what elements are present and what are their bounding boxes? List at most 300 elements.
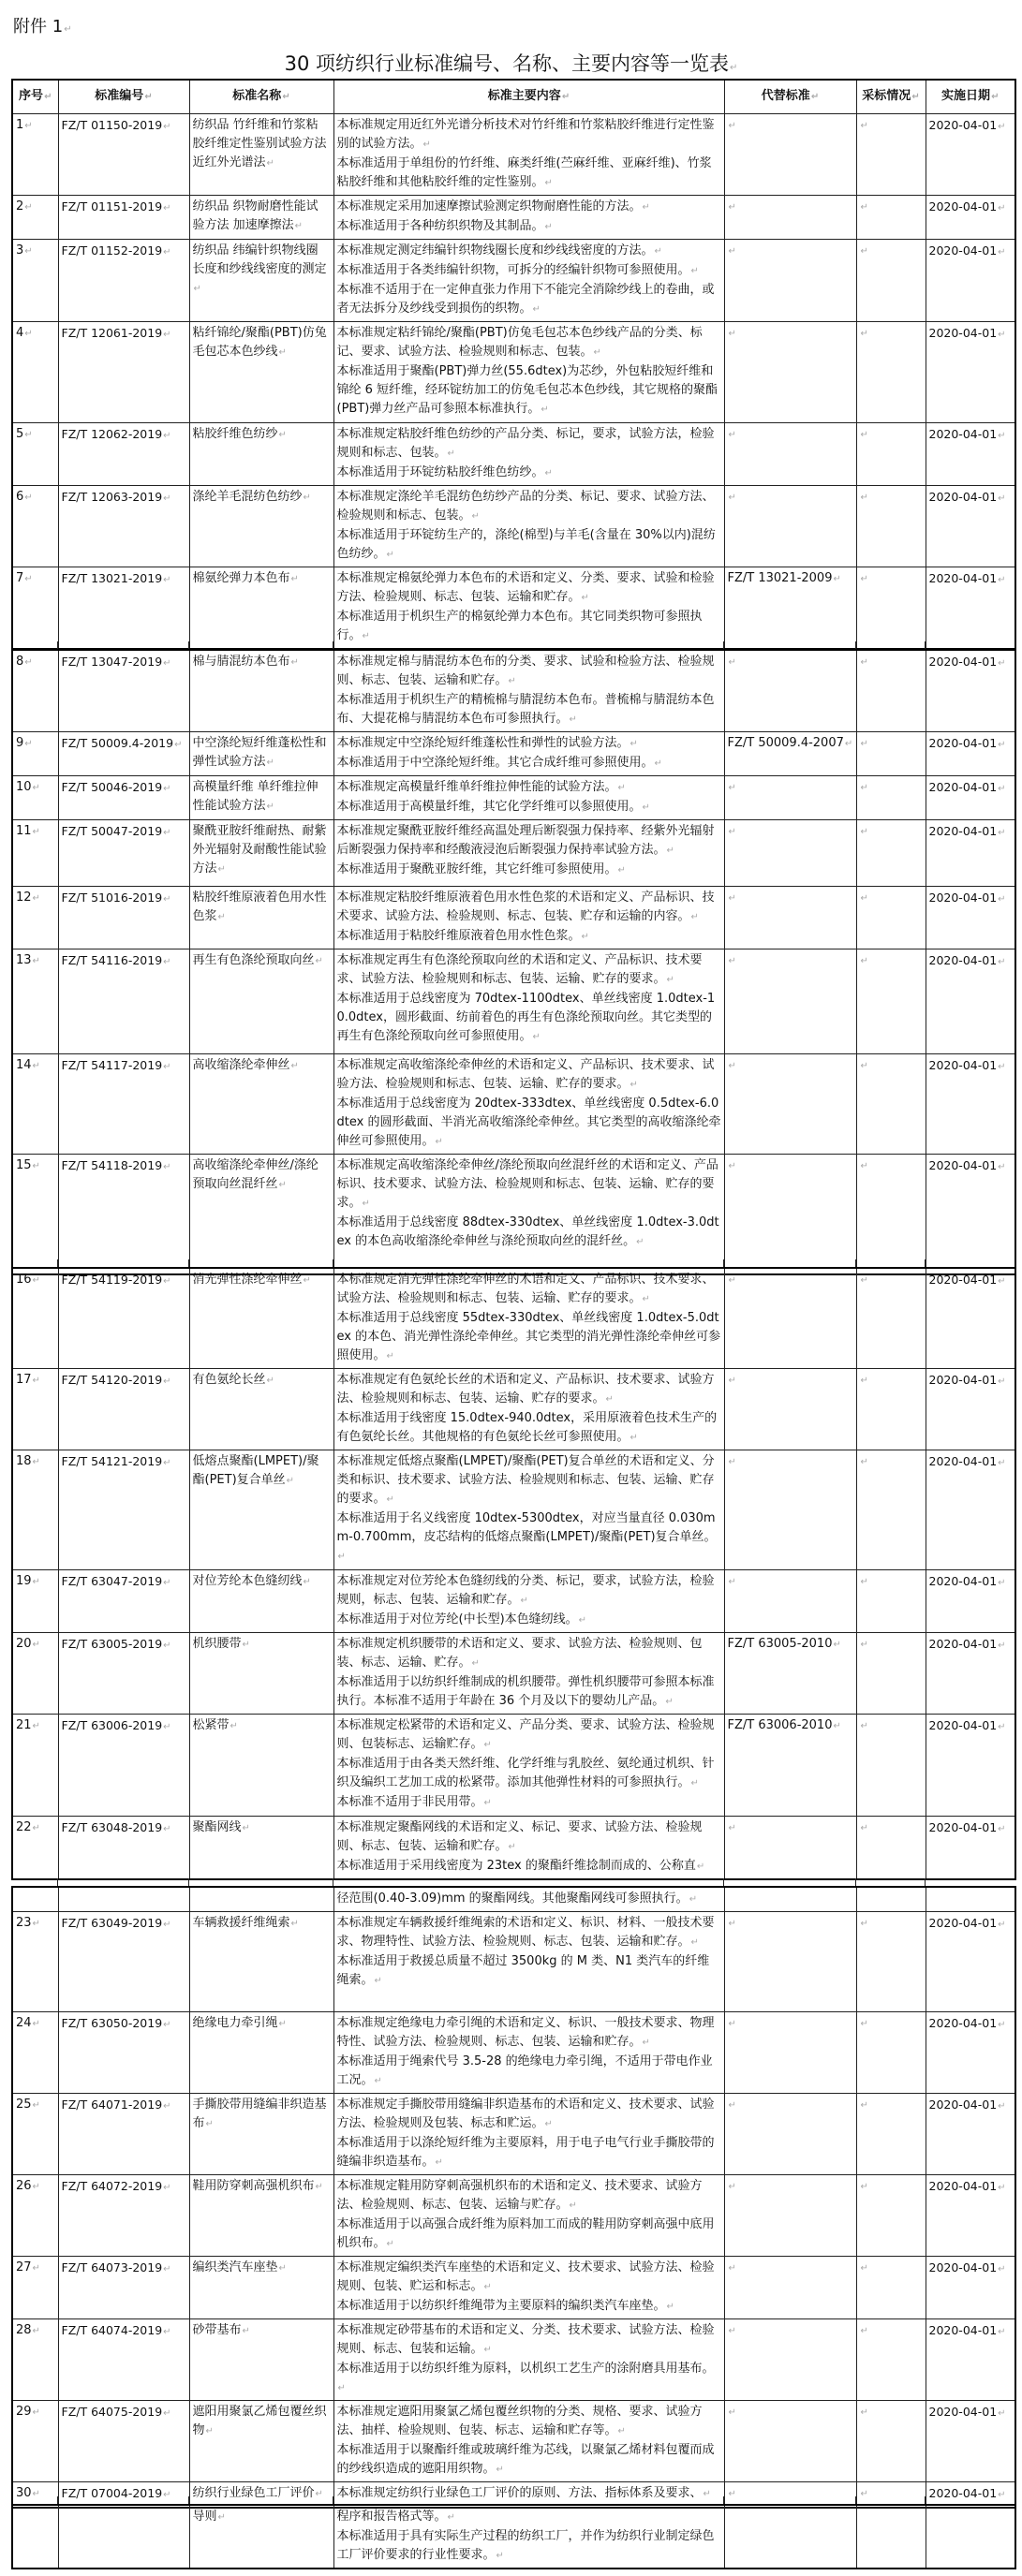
cell-date (926, 1268, 1015, 1369)
standard-name: 粘胶纤维原液着色用水性色浆 ↵ (193, 891, 327, 923)
cell-content (333, 1715, 724, 1817)
cell-name (189, 1054, 333, 1155)
cell-no (12, 1369, 58, 1450)
row-number: 5 ↵ (16, 427, 33, 441)
content-paragraph: 本标准规定涤纶羊毛混纺色纺纱产品的分类、标记、要求、试验方法、检验规则和标志、包装。 ↵ (337, 488, 721, 526)
cell-date (926, 1155, 1015, 1274)
column-stub (855, 641, 856, 649)
cell-replaces (724, 2505, 856, 2569)
row-number: 2 ↵ (16, 199, 33, 213)
cell-name (189, 2257, 333, 2319)
column-stub (57, 2496, 58, 2504)
table-row (12, 2094, 1015, 2175)
cell-date (926, 321, 1015, 422)
content-paragraph: 本标准规定再生有色涤纶预取向丝的术语和定义、产品标识、技术要求、试验方法、检验规则和标志、包装、运输、贮存的要求。 ↵ (337, 951, 721, 990)
cell-date (926, 650, 1015, 732)
column-stub (723, 2496, 724, 2504)
content-paragraph: 本标准适用于名义线密度 10dtex-5300dtex，对应当量直径 0.030mm-0.700mm，皮芯结构的低熔点聚酯(LMPET)/聚酯(PET)复合单丝。 ↵ (337, 1509, 721, 1567)
standard-name: 鞋用防穿刺高强机织布 ↵ (193, 2179, 323, 2193)
cell-name (189, 2505, 333, 2569)
cell-date (926, 1369, 1015, 1450)
replaces-value: FZ/T 50009.4-2007 ↵ (728, 736, 853, 750)
content-paragraph: 本标准适用于对位芳纶(中长型)本色缝纫线。 ↵ (337, 1611, 721, 1630)
table-row (12, 2401, 1015, 2482)
cell-no (12, 820, 58, 887)
cell-name (189, 1715, 333, 1817)
cell-adoption (856, 1054, 926, 1155)
standard-code: FZ/T 12061-2019 ↵ (62, 326, 171, 340)
table-page-segment (11, 1886, 1016, 2509)
cell-adoption (856, 1633, 926, 1715)
cell-name (189, 2012, 333, 2094)
implementation-date: 2020-04-01 ↵ (929, 1916, 1006, 1930)
table-row (12, 1369, 1015, 1450)
standard-code: FZ/T 50046-2019 ↵ (62, 780, 171, 794)
content-paragraph: 本标准规定编织类汽车座垫的术语和定义、技术要求、试验方法、检验规则、包装、贮运和标志。 ↵ (337, 2259, 721, 2297)
content-paragraph: 本标准适用于高模量纤维，其它化学纤维可以参照使用。 ↵ (337, 798, 721, 817)
adoption-value (860, 1373, 868, 1387)
cell-no (12, 321, 58, 422)
standard-code: FZ/T 63049-2019 ↵ (62, 1916, 171, 1930)
implementation-date: 2020-04-01 ↵ (929, 2405, 1006, 2419)
content-paragraph: 本标准规定有色氨纶长丝的术语和定义、产品标识、技术要求、试验方法、检验规则和标志、包装、运输、贮存的要求。 ↵ (337, 1371, 721, 1409)
standard-code: FZ/T 07004-2019 ↵ (62, 2486, 171, 2500)
attachment-label: 附件 1 ↵ (13, 13, 72, 37)
standard-name: 粘胶纤维色纺纱 ↵ (193, 427, 287, 441)
cell-no (12, 422, 58, 485)
column-stub (57, 1259, 58, 1267)
adoption-value (860, 490, 868, 504)
content-paragraph: 本标准适用于总线密度 88dtex-330dtex、单丝线密度 1.0dtex-3.0dtex 的本色高收缩涤纶牵伸丝与涤纶预取向丝的混纤丝。 ↵ (337, 1214, 721, 1252)
standard-name: 车辆救援纤维绳索 ↵ (193, 1916, 299, 1930)
content-paragraph: 本标准规定粘纤锦纶/聚酯(PBT)仿兔毛包芯本色纱线产品的分类、标记、要求、试验方法、检验规则和标志、包装。 ↵ (337, 324, 721, 362)
standard-name-continuation: 导则 ↵ (193, 2510, 226, 2524)
cell-code (58, 1054, 189, 1155)
replaces-value (728, 953, 736, 967)
content-paragraph: 本标准适用于以纺织纤维制成的机织腰带。弹性机织腰带可参照本标准执行。本标准不适用于年龄在 36 个月及以下的婴幼儿产品。 ↵ (337, 1673, 721, 1712)
cell-replaces (724, 887, 856, 949)
cell-code (58, 1450, 189, 1570)
cell-name (189, 113, 333, 195)
table-row (12, 732, 1015, 776)
implementation-date: 2020-04-01 ↵ (929, 2179, 1006, 2193)
cell-replaces (724, 1369, 856, 1450)
content-paragraph: 本标准规定棉氨纶弹力本色布的术语和定义、分类、要求、试验和检验方法、检验规则、标志、包装、运输和贮存。 ↵ (337, 569, 721, 608)
cell-content (333, 1054, 724, 1155)
cell-code (58, 113, 189, 195)
content-paragraph: 本标准适用于由各类天然纤维、化学纤维与乳胶丝、氨纶通过机织、针织及编织工艺加工成的松紧带。添加其他弹性材料的可参照执行。 ↵ (337, 1755, 721, 1793)
standard-code: FZ/T 64071-2019 ↵ (62, 2098, 171, 2112)
implementation-date: 2020-04-01 ↵ (929, 780, 1006, 794)
standard-name: 对位芳纶本色缝纫线 ↵ (193, 1574, 311, 1588)
cell-adoption (856, 2319, 926, 2401)
content-paragraph: 本标准规定对位芳纶本色缝纫线的分类、标记，要求，试验方法，检验规则，标志、包装、运输和贮存。 ↵ (337, 1572, 721, 1611)
implementation-date: 2020-04-01 ↵ (929, 199, 1006, 213)
adoption-value (860, 1637, 868, 1651)
adoption-value (860, 1273, 868, 1287)
cell-replaces (724, 195, 856, 239)
content-paragraph: 本标准适用于各种纺织织物及其制品。 ↵ (337, 217, 721, 237)
content-paragraph: 本标准适用于环锭纺粘胶纤维色纺纱。 ↵ (337, 464, 721, 483)
cell-date (926, 820, 1015, 887)
cell-name (189, 1155, 333, 1274)
cell-no (12, 195, 58, 239)
adoption-value (860, 1820, 868, 1834)
implementation-date: 2020-04-01 ↵ (929, 891, 1006, 905)
adoption-value (860, 891, 868, 905)
table-row-continuation (12, 2505, 1015, 2569)
content-paragraph: 本标准规定高模量纤维单纤维拉伸性能的试验方法。 ↵ (337, 778, 721, 798)
cell-replaces (724, 1268, 856, 1369)
table-row (12, 2175, 1015, 2257)
standard-name: 编织类汽车座垫 ↵ (193, 2260, 287, 2274)
adoption-value (860, 780, 868, 794)
cell-name (189, 2094, 333, 2175)
content-paragraph: 本标准规定粘胶纤维原液着色用水性色浆的术语和定义、产品标识、技术要求、试验方法、检验规则、标志、包装、贮存和运输的内容。 ↵ (337, 889, 721, 927)
cell-replaces (724, 422, 856, 485)
standard-name: 高收缩涤纶牵伸丝/涤纶预取向丝混纤丝 ↵ (193, 1158, 318, 1191)
cell-code (58, 422, 189, 485)
standard-name: 高模量纤维 单纤维拉伸性能试验方法 ↵ (193, 780, 318, 813)
content-paragraph: 本标准规定松紧带的术语和定义、产品分类、要求、试验方法、检验规则、包装标志、运输贮存。 ↵ (337, 1716, 721, 1755)
cell-name (189, 887, 333, 949)
cell-date (926, 113, 1015, 195)
implementation-date: 2020-04-01 ↵ (929, 1058, 1006, 1072)
cell-replaces (724, 949, 856, 1054)
adoption-value (860, 427, 868, 441)
table-row (12, 1633, 1015, 1715)
implementation-date: 2020-04-01 ↵ (929, 1373, 1006, 1387)
content-paragraph: 本标准规定车辆救援纤维绳索的术语和定义、标识、材料、一般技术要求、物理特性、试验方法、检验规则、标志、包装、运输和贮存。 ↵ (337, 1914, 721, 1952)
standard-code: FZ/T 54118-2019 ↵ (62, 1158, 171, 1172)
cell-replaces (724, 1450, 856, 1570)
row-number: 28 ↵ (16, 2323, 40, 2337)
cell-replaces (724, 239, 856, 321)
header-no: 序号 ↵ (12, 80, 58, 113)
table-page-segment (11, 649, 1016, 1275)
cell-replaces (724, 2257, 856, 2319)
cell-code (58, 1715, 189, 1817)
cell-content (333, 1450, 724, 1570)
cell-name (189, 1369, 333, 1450)
implementation-date: 2020-04-01 ↵ (929, 1158, 1006, 1172)
table-row (12, 650, 1015, 732)
column-stub (188, 1259, 189, 1267)
replaces-value (728, 891, 736, 905)
standard-name: 涤纶羊毛混纺色纺纱 ↵ (193, 490, 311, 504)
table-row (12, 239, 1015, 321)
cell-name (189, 1887, 333, 1912)
header-name: 标准名称 ↵ (189, 80, 333, 113)
standard-name: 再生有色涤纶预取向丝 ↵ (193, 953, 323, 967)
cell-replaces (724, 321, 856, 422)
replaces-value (728, 326, 736, 340)
cell-no (12, 1633, 58, 1715)
cell-name (189, 1570, 333, 1633)
standard-code: FZ/T 64074-2019 ↵ (62, 2323, 171, 2337)
cell-name (189, 949, 333, 1054)
row-number: 16 ↵ (16, 1273, 40, 1287)
cell-code (58, 195, 189, 239)
cell-replaces (724, 1887, 856, 1912)
cell-replaces (724, 485, 856, 567)
replaces-value (728, 1916, 736, 1930)
content-paragraph: 本标准适用于以纺织纤维为原料，以机织工艺生产的涂附磨具用基布。 ↵ (337, 2360, 721, 2398)
standard-name: 手撕胶带用缝编非织造基布 ↵ (193, 2098, 327, 2130)
cell-no (12, 1887, 58, 1912)
cell-adoption (856, 949, 926, 1054)
cell-date (926, 422, 1015, 485)
implementation-date: 2020-04-01 ↵ (929, 1454, 1006, 1468)
cell-date (926, 239, 1015, 321)
cell-date (926, 1450, 1015, 1570)
row-number: 24 ↵ (16, 2016, 40, 2030)
content-paragraph: 本标准适用于具有实际生产过程的纺织工厂，并作为纺织行业制定绿色工厂评价要求的行业性要求。 ↵ (337, 2527, 721, 2566)
standard-name: 纺织品 织物耐磨性能试验方法 加速摩擦法 ↵ (193, 199, 318, 232)
cell-adoption (856, 485, 926, 567)
cell-adoption (856, 1155, 926, 1274)
content-paragraph: 本标准不适用于非民用带。 ↵ (337, 1793, 721, 1813)
standard-code: FZ/T 01150-2019 ↵ (62, 118, 171, 132)
header-date: 实施日期 ↵ (926, 80, 1015, 113)
standard-code: FZ/T 13021-2019 ↵ (62, 571, 171, 585)
standard-name: 消光弹性涤纶牵伸丝 ↵ (193, 1273, 311, 1287)
cell-replaces (724, 1817, 856, 1880)
cell-adoption (856, 1715, 926, 1817)
cell-replaces (724, 2175, 856, 2257)
cell-name (189, 2175, 333, 2257)
cell-adoption (856, 1369, 926, 1450)
cell-content (333, 113, 724, 195)
cell-date (926, 2094, 1015, 2175)
cell-code (58, 820, 189, 887)
adoption-value (860, 736, 868, 750)
cell-no (12, 1450, 58, 1570)
cell-code (58, 887, 189, 949)
cell-date (926, 1715, 1015, 1817)
standard-code: FZ/T 54116-2019 ↵ (62, 953, 171, 967)
cell-no (12, 1054, 58, 1155)
cell-no (12, 1715, 58, 1817)
content-paragraph: 本标准适用于各类纬编针织物，可拆分的经编针织物可参照使用。 ↵ (337, 261, 721, 281)
cell-no (12, 2505, 58, 2569)
standard-code: FZ/T 63005-2019 ↵ (62, 1637, 171, 1651)
cell-name (189, 2319, 333, 2401)
table-page-segment (11, 2504, 1016, 2569)
standard-code: FZ/T 50009.4-2019 ↵ (62, 736, 183, 750)
implementation-date: 2020-04-01 ↵ (929, 1637, 1006, 1651)
adoption-value (860, 1718, 868, 1732)
cell-no (12, 239, 58, 321)
cell-no (12, 1570, 58, 1633)
content-paragraph: 本标准规定高收缩涤纶牵伸丝的术语和定义、产品标识、技术要求、试验方法、检验规则和标志、包装、运输、贮存的要求。 ↵ (337, 1056, 721, 1095)
adoption-value (860, 824, 868, 838)
row-number: 1 ↵ (16, 118, 33, 132)
replaces-value (728, 1158, 736, 1172)
content-paragraph: 本标准适用于机织生产的棉氨纶弹力本色布。其它同类织物可参照执行。 ↵ (337, 608, 721, 646)
cell-name (189, 732, 333, 776)
implementation-date: 2020-04-01 ↵ (929, 1273, 1006, 1287)
implementation-date: 2020-04-01 ↵ (929, 2260, 1006, 2274)
content-paragraph: 径范围(0.40-3.09)mm 的聚酯网线。其他聚酯网线可参照执行。 ↵ (337, 1890, 721, 1909)
cell-replaces (724, 1912, 856, 2012)
row-number: 30 ↵ (16, 2486, 40, 2500)
cell-adoption (856, 1450, 926, 1570)
adoption-value (860, 243, 868, 258)
cell-no (12, 2012, 58, 2094)
implementation-date: 2020-04-01 ↵ (929, 2323, 1006, 2337)
row-number: 23 ↵ (16, 1916, 40, 1930)
cell-date (926, 776, 1015, 820)
table-row (12, 195, 1015, 239)
cell-content (333, 195, 724, 239)
cell-no (12, 2319, 58, 2401)
standard-code: FZ/T 64075-2019 ↵ (62, 2405, 171, 2419)
cell-no (12, 1817, 58, 1880)
adoption-value (860, 2179, 868, 2193)
implementation-date: 2020-04-01 ↵ (929, 571, 1006, 585)
cell-date (926, 732, 1015, 776)
standard-name: 棉氨纶弹力本色布 ↵ (193, 571, 299, 585)
cell-no (12, 1155, 58, 1274)
replaces-value (728, 2405, 736, 2419)
standard-code: FZ/T 01152-2019 ↵ (62, 243, 171, 258)
table-row (12, 1912, 1015, 2012)
content-paragraph: 本标准规定聚酯网线的术语和定义、标记、要求、试验方法、检验规则、标志、包装、运输和贮存。 ↵ (337, 1818, 721, 1857)
column-stub (925, 1259, 926, 1267)
cell-code (58, 239, 189, 321)
cell-date (926, 2401, 1015, 2482)
cell-adoption (856, 2401, 926, 2482)
column-stub (855, 1259, 856, 1267)
table-row (12, 485, 1015, 567)
content-paragraph: 本标准适用于总线密度 55dtex-330dtex、单丝线密度 1.0dtex-5.0dtex 的本色、消光弹性涤纶牵伸丝。其它类型的消光弹性涤纶牵伸丝可参照使用。 ↵ (337, 1309, 721, 1366)
standard-name: 粘纤锦纶/聚酯(PBT)仿兔毛包芯本色纱线 ↵ (193, 326, 327, 359)
cell-name (189, 776, 333, 820)
row-number: 10 ↵ (16, 780, 40, 794)
row-number: 15 ↵ (16, 1158, 40, 1172)
cell-adoption (856, 820, 926, 887)
row-number: 9 ↵ (16, 736, 33, 750)
cell-content (333, 485, 724, 567)
cell-adoption (856, 732, 926, 776)
cell-date (926, 2012, 1015, 2094)
cell-code (58, 776, 189, 820)
column-stub (723, 641, 724, 649)
replaces-value (728, 243, 736, 258)
replaces-value (728, 2098, 736, 2112)
cell-code (58, 567, 189, 649)
implementation-date: 2020-04-01 ↵ (929, 2098, 1006, 2112)
cell-replaces (724, 2094, 856, 2175)
cell-date (926, 567, 1015, 649)
adoption-value (860, 1574, 868, 1588)
cell-name (189, 1633, 333, 1715)
row-number: 12 ↵ (16, 891, 40, 905)
cell-no (12, 2094, 58, 2175)
cell-date (926, 1054, 1015, 1155)
table-row (12, 1054, 1015, 1155)
standard-name: 纺织品 竹纤维和竹浆粘胶纤维定性鉴别试验方法 近红外光谱法 ↵ (193, 118, 327, 169)
row-number: 18 ↵ (16, 1454, 40, 1468)
cell-content (333, 2505, 724, 2569)
cell-date (926, 949, 1015, 1054)
implementation-date: 2020-04-01 ↵ (929, 1718, 1006, 1732)
cell-no (12, 1912, 58, 2012)
implementation-date: 2020-04-01 ↵ (929, 118, 1006, 132)
cell-replaces (724, 776, 856, 820)
standard-code: FZ/T 01151-2019 ↵ (62, 199, 171, 213)
cell-name (189, 321, 333, 422)
adoption-value (860, 118, 868, 132)
replaces-value (728, 2323, 736, 2337)
header-content: 标准主要内容 ↵ (333, 80, 724, 113)
standard-name: 高收缩涤纶牵伸丝 ↵ (193, 1058, 299, 1072)
table-row (12, 887, 1015, 949)
cell-adoption (856, 1817, 926, 1880)
table-header-row (12, 80, 1015, 113)
cell-replaces (724, 567, 856, 649)
row-number: 17 ↵ (16, 1373, 40, 1387)
column-stub (723, 1878, 724, 1886)
replaces-value (728, 199, 736, 213)
table-page-segment (11, 1267, 1016, 1880)
cell-adoption (856, 2505, 926, 2569)
table-page-segment (11, 79, 1016, 650)
content-paragraph: 本标准规定绝缘电力牵引绳的术语和定义、标识、一般技术要求、物理特性、试验方法、检验规则、标志、包装、运输和贮存。 ↵ (337, 2014, 721, 2053)
table-row (12, 1268, 1015, 1369)
implementation-date: 2020-04-01 ↵ (929, 953, 1006, 967)
row-number: 21 ↵ (16, 1718, 40, 1732)
column-stub (57, 641, 58, 649)
cell-no (12, 887, 58, 949)
cell-replaces (724, 820, 856, 887)
content-paragraph: 程序和报告格式等。 ↵ (337, 2508, 721, 2527)
standard-name: 松紧带 ↵ (193, 1718, 238, 1732)
standard-name: 中空涤纶短纤维蓬松性和弹性试验方法 ↵ (193, 736, 327, 769)
content-paragraph: 本标准适用于聚酯(PBT)弹力丝(55.6dtex)为芯纱，外包粘胶短纤维和锦纶 6 短纤维，经环锭纺加工的仿兔毛包芯本色纱线，其它规格的聚酯(PBT)弹力丝产品可参照本标准执行。 ↵ (337, 362, 721, 420)
cell-name (189, 195, 333, 239)
replaces-value: FZ/T 63005-2010 ↵ (728, 1637, 841, 1651)
cell-content (333, 1268, 724, 1369)
content-paragraph: 本标准规定鞋用防穿刺高强机织布的术语和定义、技术要求、试验方法、检验规则、标志、包装、运输与贮存。 ↵ (337, 2177, 721, 2215)
cell-content (333, 776, 724, 820)
header-adoption: 采标情况 ↵ (856, 80, 926, 113)
adoption-value (860, 2098, 868, 2112)
cell-adoption (856, 2012, 926, 2094)
table-row (12, 567, 1015, 649)
cell-date (926, 2257, 1015, 2319)
cell-name (189, 650, 333, 732)
cell-name (189, 1817, 333, 1880)
row-number: 22 ↵ (16, 1820, 40, 1834)
cell-no (12, 567, 58, 649)
implementation-date: 2020-04-01 ↵ (929, 326, 1006, 340)
cell-code (58, 485, 189, 567)
cell-adoption (856, 776, 926, 820)
content-paragraph: 本标准规定手撕胶带用缝编非织造基布的术语和定义、技术要求、试验方法、检验规则及包装、标志和贮运。 ↵ (337, 2096, 721, 2134)
row-number: 7 ↵ (16, 571, 33, 585)
cell-adoption (856, 239, 926, 321)
cell-date (926, 195, 1015, 239)
implementation-date: 2020-04-01 ↵ (929, 824, 1006, 838)
adoption-value (860, 2260, 868, 2274)
cell-code (58, 1633, 189, 1715)
row-number: 4 ↵ (16, 326, 33, 340)
standard-name: 遮阳用聚氯乙烯包覆丝织物 ↵ (193, 2405, 327, 2437)
standard-name: 棉与腈混纺本色布 ↵ (193, 655, 299, 669)
cell-content (333, 820, 724, 887)
